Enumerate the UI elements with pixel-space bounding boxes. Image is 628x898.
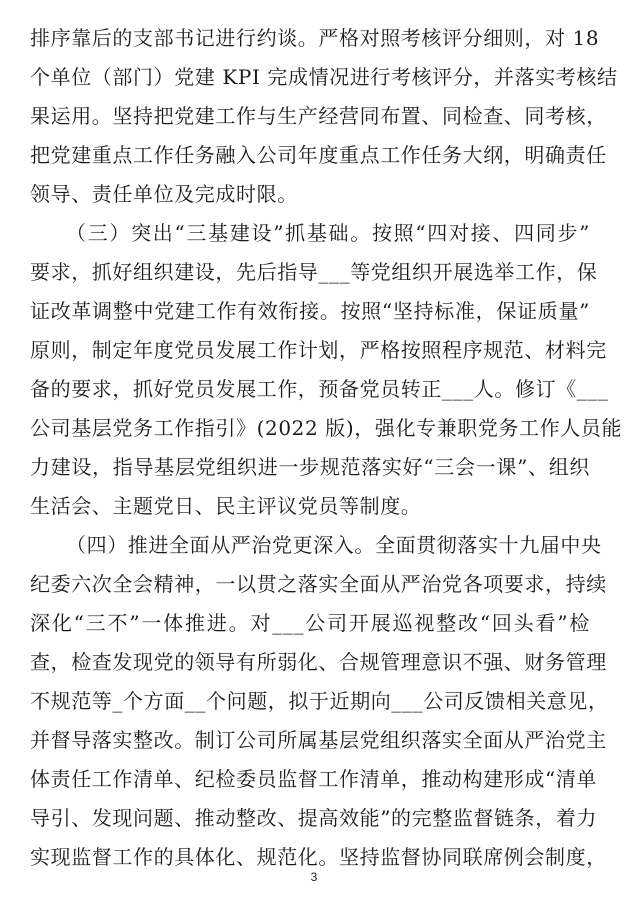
text-line: 备的要求，抓好党员发展工作，预备党员转正___人。修订《___	[30, 377, 609, 401]
page-number: 3	[310, 870, 318, 884]
text-line: 深化“三不”一体推进。对___公司开展巡视整改“回头看”检	[30, 611, 590, 635]
text-line: 证改革调整中党建工作有效衔接。按照“坚持标准，保证质量”	[30, 299, 590, 323]
text-line: 公司基层党务工作指引》(2022 版)，强化专兼职党务工作人员能	[30, 416, 623, 440]
text-line: 体责任工作清单、纪检委员监督工作清单，推动构建形成“清单	[30, 767, 598, 791]
text-line: 实现监督工作的具体化、规范化。坚持监督协同联席例会制度，	[30, 845, 607, 869]
text-line: 果运用。坚持把党建工作与生产经营同布置、同检查、同考核，	[30, 104, 607, 128]
text-line: 把党建重点工作任务融入公司年度重点工作任务大纲，明确责任	[30, 143, 607, 167]
text-line: 并督导落实整改。制订公司所属基层党组织落实全面从严治党主	[30, 728, 607, 752]
section-heading-line: （四）推进全面从严治党更深入。全面贯彻落实十九届中央	[66, 533, 602, 557]
text-line: 原则，制定年度党员发展工作计划，严格按照程序规范、材料完	[30, 338, 607, 362]
text-line: 排序靠后的支部书记进行约谈。严格对照考核评分细则，对 18	[30, 26, 600, 50]
text-line: 要求，抓好组织建设，先后指导___等党组织开展选举工作，保	[30, 260, 598, 284]
text-line: 力建设，指导基层党组织进一步规范落实好“三会一课”、组织	[30, 455, 590, 479]
text-line: 个单位（部门）党建 KPI 完成情况进行考核评分，并落实考核结	[30, 65, 618, 89]
text-line: 生活会、主题党日、民主评议党员等制度。	[30, 494, 422, 518]
text-line: 领导、责任单位及完成时限。	[30, 182, 298, 206]
text-line: 导引、发现问题、推动整改、提高效能”的完整监督链条，着力	[30, 806, 598, 830]
text-line: 查，检查发现党的领导有所弱化、合规管理意识不强、财务管理	[30, 650, 607, 674]
text-line: 不规范等_个方面__个问题，拟于近期向___公司反馈相关意见，	[30, 689, 609, 713]
text-line: 纪委六次全会精神，一以贯之落实全面从严治党各项要求，持续	[30, 572, 607, 596]
section-heading-line: （三）突出“三基建设”抓基础。按照“四对接、四同步”	[66, 221, 590, 245]
